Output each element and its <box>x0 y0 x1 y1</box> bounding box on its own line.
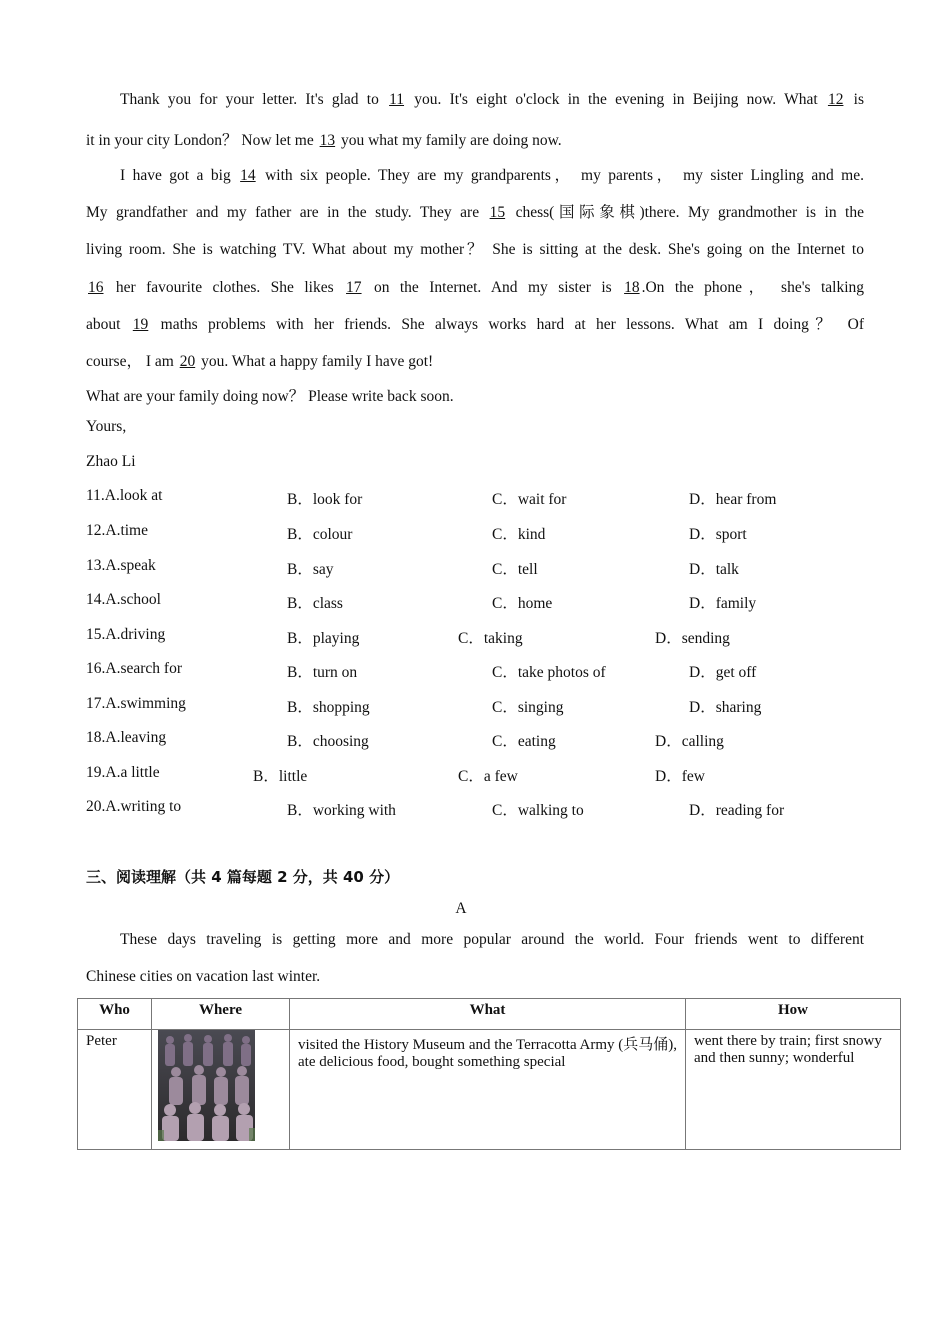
passage-label: A <box>455 900 467 917</box>
blank-12: 12 <box>827 91 844 108</box>
question-row <box>86 591 866 611</box>
option-a[interactable]: 15.A.driving <box>86 626 166 643</box>
question-row <box>86 695 866 715</box>
blank-13: 13 <box>319 132 336 149</box>
option-c[interactable]: C．tell <box>492 561 538 578</box>
passage-intro: These days traveling is getting more and more popular around the world. Four friends went to different <box>120 931 864 948</box>
text: I have got a big <box>120 167 239 184</box>
letter-line <box>86 128 864 150</box>
text: you what my family are doing now. <box>337 132 562 149</box>
option-a[interactable]: 16.A.search for <box>86 660 182 677</box>
option-b[interactable]: B．playing <box>287 630 360 647</box>
question-row <box>86 660 866 680</box>
text: on the Internet. And my sister is <box>363 279 623 296</box>
text: maths problems with her friends. She always works hard at her lessons. What am I doing？ Of <box>150 316 865 333</box>
blank-16: 16 <box>88 279 104 296</box>
option-d[interactable]: D．reading for <box>689 802 785 819</box>
option-b[interactable]: B．colour <box>287 526 353 543</box>
option-d[interactable]: D．hear from <box>689 491 777 508</box>
option-b[interactable]: B．working with <box>287 802 396 819</box>
option-c[interactable]: C．singing <box>492 699 564 716</box>
question-row <box>86 729 866 749</box>
letter-line <box>120 91 864 109</box>
question-row <box>86 487 866 507</box>
cell-what: visited the History Museum and the Terracotta Army (兵马俑), ate delicious food, bought something special <box>290 1030 686 1150</box>
table-header-row <box>78 999 901 1030</box>
text: with six people. They are my grandparents， my parents， my sister Lingling and me. <box>257 167 864 184</box>
option-b[interactable]: B．choosing <box>287 733 369 750</box>
table-row <box>78 1030 901 1150</box>
cell-who: Peter <box>78 1030 152 1150</box>
text: you. It's eight o'clock in the evening in Beijing now. What <box>406 91 826 108</box>
option-d[interactable]: D．talk <box>689 561 739 578</box>
question-row <box>86 626 866 646</box>
letter-line <box>86 312 864 334</box>
question-row <box>86 522 866 542</box>
blank-15: 15 <box>489 204 506 221</box>
letter-closing-question: What are your family doing now？ Please write back soon. <box>86 388 454 405</box>
text: .On the phone， she's talking <box>641 279 865 296</box>
letter-line <box>86 200 864 222</box>
text: course， I am <box>86 353 178 370</box>
option-c[interactable]: C．wait for <box>492 491 567 508</box>
option-a[interactable]: 13.A.speak <box>86 557 156 574</box>
letter-line: living room. She is watching TV. What about my mother？ She is sitting at the desk. She's going on the Internet to <box>86 241 864 258</box>
option-d[interactable]: D．family <box>689 595 757 612</box>
text: it in your city London？ Now let me <box>86 132 318 149</box>
question-row <box>86 798 866 818</box>
option-d[interactable]: D．get off <box>689 664 757 681</box>
text: chess(国际象棋)there. My grandmother is in the <box>507 204 864 221</box>
option-d[interactable]: D．few <box>655 768 705 785</box>
option-b[interactable]: B．look for <box>287 491 363 508</box>
section-heading: 三、阅读理解（共 4 篇每题 2 分，共 40 分） <box>86 868 400 886</box>
text: her favourite clothes. She likes <box>105 279 345 296</box>
option-c[interactable]: C．eating <box>492 733 556 750</box>
text: about <box>86 316 131 333</box>
option-b[interactable]: B．turn on <box>287 664 358 681</box>
option-a[interactable]: 18.A.leaving <box>86 729 167 746</box>
option-c[interactable]: C．a few <box>458 768 518 785</box>
option-c[interactable]: C．kind <box>492 526 546 543</box>
text: is <box>845 91 865 108</box>
text: you. What a happy family I have got! <box>197 353 434 370</box>
option-c[interactable]: C．take photos of <box>492 664 606 681</box>
option-b[interactable]: B．class <box>287 595 343 612</box>
option-a[interactable]: 11.A.look at <box>86 487 163 504</box>
option-a[interactable]: 20.A.writing to <box>86 798 182 815</box>
option-c[interactable]: C．taking <box>458 630 523 647</box>
option-b[interactable]: B．say <box>287 561 334 578</box>
cell-where <box>152 1030 290 1150</box>
header-what: What <box>290 999 686 1030</box>
option-a[interactable]: 12.A.time <box>86 522 148 539</box>
option-a[interactable]: 14.A.school <box>86 591 161 608</box>
letter-line <box>86 349 864 371</box>
option-a[interactable]: 17.A.swimming <box>86 695 186 712</box>
blank-11: 11 <box>389 91 405 108</box>
blank-18: 18 <box>624 279 640 296</box>
travel-table <box>77 998 901 1150</box>
option-d[interactable]: D．sending <box>655 630 730 647</box>
text: Thank you for your letter. It's glad to <box>120 91 388 108</box>
option-d[interactable]: D．calling <box>655 733 724 750</box>
letter-line <box>120 163 864 185</box>
blank-14: 14 <box>240 167 256 184</box>
question-row <box>86 557 866 577</box>
blank-20: 20 <box>179 353 196 370</box>
passage-intro: Chinese cities on vacation last winter. <box>86 968 321 985</box>
letter-signature: Zhao Li <box>86 453 136 470</box>
letter-line <box>86 275 864 297</box>
option-d[interactable]: D．sport <box>689 526 747 543</box>
option-d[interactable]: D．sharing <box>689 699 762 716</box>
header-where: Where <box>152 999 290 1030</box>
header-how: How <box>686 999 901 1030</box>
text: My grandfather and my father are in the study. They are <box>86 204 488 221</box>
terracotta-army-photo <box>158 1030 255 1141</box>
option-c[interactable]: C．walking to <box>492 802 584 819</box>
header-who: Who <box>78 999 152 1030</box>
letter-closing: Yours, <box>86 418 127 435</box>
question-row <box>86 764 866 784</box>
blank-17: 17 <box>346 279 362 296</box>
blank-19: 19 <box>132 316 149 333</box>
option-b[interactable]: B．little <box>253 768 308 785</box>
option-a[interactable]: 19.A.a little <box>86 764 160 781</box>
option-c[interactable]: C．home <box>492 595 553 612</box>
cell-how: went there by train; first snowy and then sunny; wonderful <box>686 1030 901 1150</box>
option-b[interactable]: B．shopping <box>287 699 370 716</box>
